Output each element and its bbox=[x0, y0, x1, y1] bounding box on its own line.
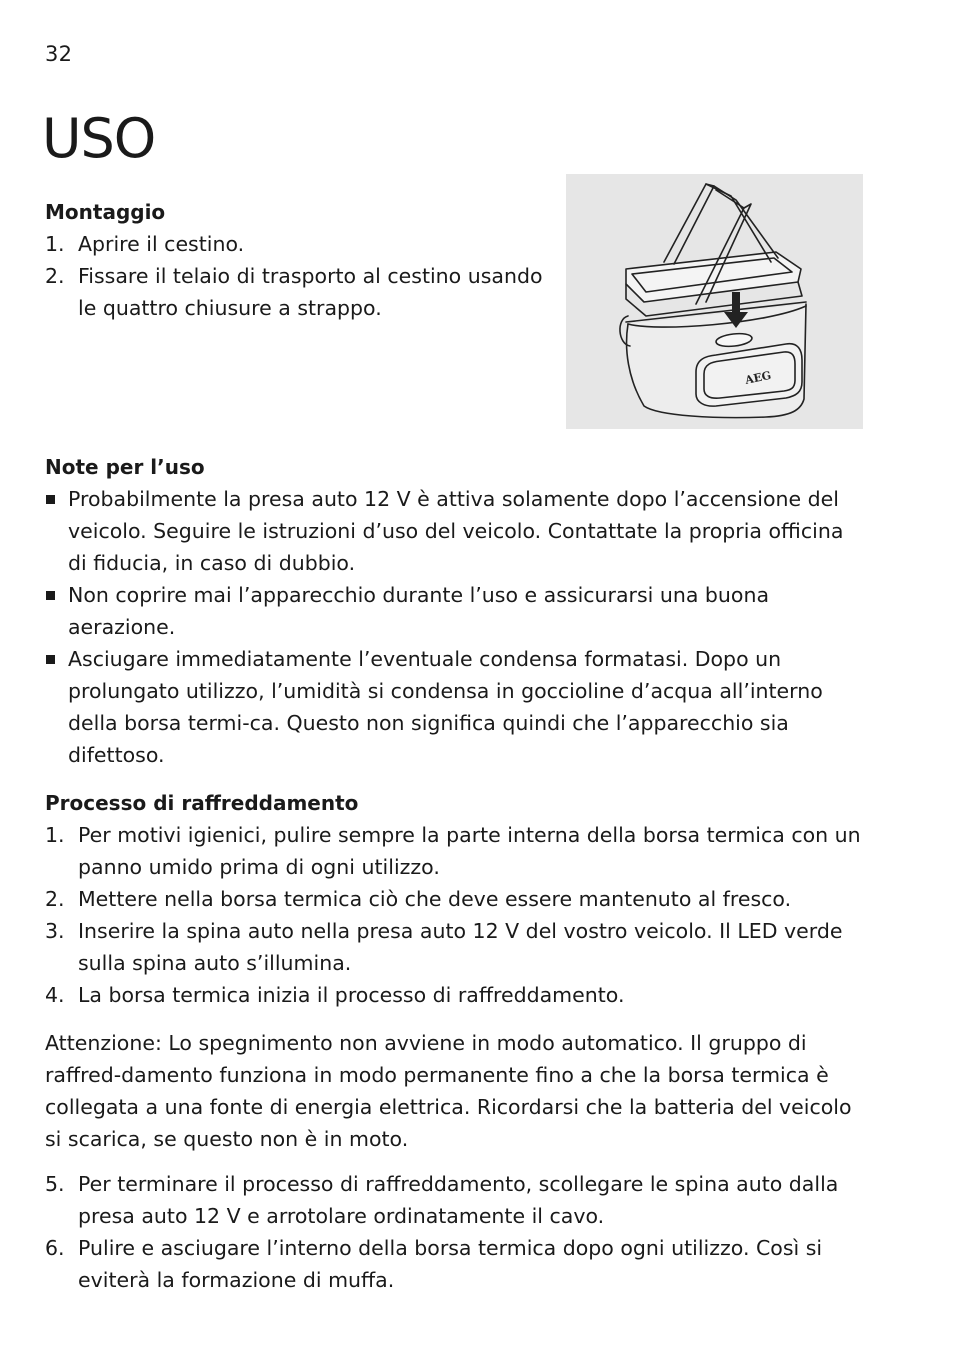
step-number: 1. bbox=[45, 823, 65, 847]
step-text: Mettere nella borsa termica ciò che deve essere mantenuto al fresco. bbox=[78, 887, 792, 911]
list-item bbox=[45, 483, 867, 579]
list-item bbox=[45, 579, 867, 643]
step-number: 5. bbox=[45, 1172, 65, 1196]
step-number: 6. bbox=[45, 1236, 65, 1260]
list-item bbox=[45, 915, 867, 979]
content bbox=[45, 196, 867, 1296]
page-number: 32 bbox=[45, 42, 73, 66]
step-text: Per motivi igienici, pulire sempre la parte interna della borsa termica con un panno umido prima di ogni utilizzo. bbox=[78, 823, 861, 879]
note-heading: Note per l’uso bbox=[45, 455, 205, 479]
bullet-square-icon bbox=[46, 495, 55, 504]
step-text: Inserire la spina auto nella presa auto 12 V del vostro veicolo. Il LED verde sulla spina auto s’illumina. bbox=[78, 919, 843, 975]
list-item bbox=[45, 260, 545, 324]
bullet-square-icon bbox=[46, 655, 55, 664]
page-title: USO bbox=[42, 107, 156, 170]
cooling-steps bbox=[45, 819, 867, 1011]
step-number: 4. bbox=[45, 983, 65, 1007]
montaggio-heading: Montaggio bbox=[45, 200, 166, 224]
list-item bbox=[45, 643, 867, 771]
list-item bbox=[45, 979, 867, 1011]
note-text: Asciugare immediatamente l’eventuale condensa formatasi. Dopo un prolungato utilizzo, l’umidità si condensa in goccioline d’acqua all’interno della borsa termi-ca. Questo non significa quindi che l’apparecchio sia difettoso. bbox=[68, 647, 823, 767]
cooling-section bbox=[45, 787, 867, 1296]
list-item bbox=[45, 1232, 867, 1296]
step-text: Fissare il telaio di trasporto al cestino usando le quattro chiusure a strappo. bbox=[78, 264, 543, 320]
warning-paragraph: Attenzione: Lo spegnimento non avviene in modo automatico. Il gruppo di raffred-damento funziona in modo permanente fino a che la borsa termica è collegata a una fonte di energia elettrica. Ricordarsi che la batteria del veicolo si scarica, se questo non è in moto. bbox=[45, 1031, 852, 1151]
montaggio-section bbox=[45, 196, 545, 324]
list-item bbox=[45, 883, 867, 915]
cooling-heading: Processo di raffreddamento bbox=[45, 791, 359, 815]
list-item bbox=[45, 819, 867, 883]
list-item bbox=[45, 228, 545, 260]
aeg-logo-text: AEG bbox=[743, 368, 773, 387]
step-text: Pulire e asciugare l’interno della borsa termica dopo ogni utilizzo. Così si eviterà la formazione di muffa. bbox=[78, 1236, 823, 1292]
step-text: La borsa termica inizia il processo di raffreddamento. bbox=[78, 983, 625, 1007]
note-text: Non coprire mai l’apparecchio durante l’uso e assicurarsi una buona aerazione. bbox=[68, 583, 770, 639]
montaggio-steps bbox=[45, 228, 545, 324]
step-text: Per terminare il processo di raffreddamento, scollegare le spina auto dalla presa auto 12 V e arrotolare ordinatamente il cavo. bbox=[78, 1172, 839, 1228]
step-number: 1. bbox=[45, 232, 65, 256]
note-text: Probabilmente la presa auto 12 V è attiva solamente dopo l’accensione del veicolo. Seguire le istruzioni d’uso del veicolo. Contattate la propria officina di fiducia, in caso di dubbio. bbox=[68, 487, 844, 575]
step-number: 2. bbox=[45, 887, 65, 911]
step-number: 3. bbox=[45, 919, 65, 943]
note-section bbox=[45, 451, 867, 771]
bullet-square-icon bbox=[46, 591, 55, 600]
list-item bbox=[45, 1168, 867, 1232]
note-list bbox=[45, 483, 867, 771]
step-text: Aprire il cestino. bbox=[78, 232, 245, 256]
cooling-steps-continued bbox=[45, 1168, 867, 1296]
step-number: 2. bbox=[45, 264, 65, 288]
